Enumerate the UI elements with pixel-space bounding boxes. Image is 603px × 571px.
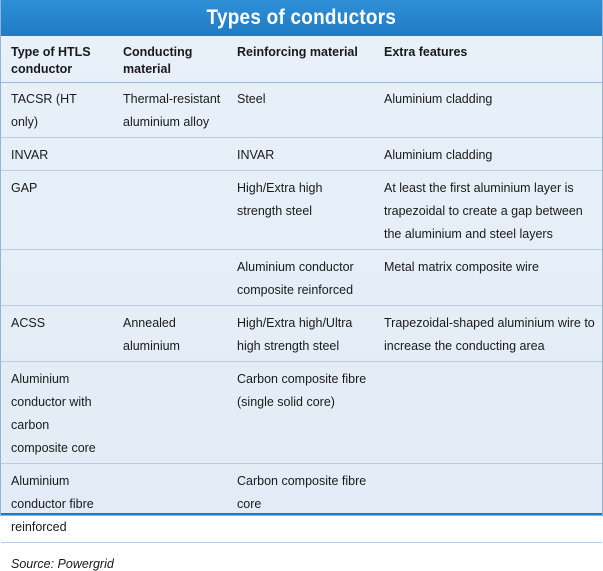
conductor-types-table	[1, 36, 602, 543]
table-row	[1, 171, 602, 250]
table-row	[1, 362, 602, 464]
header-reinforcing-material: Reinforcing material	[227, 36, 374, 83]
cell-type: GAP	[1, 171, 113, 250]
table-row	[1, 306, 602, 362]
cell-reinforcing: High/Extra high strength steel	[227, 171, 374, 250]
header-extra-features: Extra features	[374, 36, 602, 83]
table-row	[1, 250, 602, 306]
title-bar	[1, 0, 602, 36]
cell-features: Aluminium cladding	[374, 83, 602, 138]
cell-conducting	[113, 464, 227, 543]
cell-features: Aluminium cladding	[374, 138, 602, 171]
cell-conducting: Annealed aluminium	[113, 306, 227, 362]
header-row	[1, 36, 602, 83]
cell-reinforcing: Aluminium conductor composite reinforced	[227, 250, 374, 306]
cell-features	[374, 464, 602, 543]
header-type: Type of HTLS conductor	[1, 36, 113, 83]
cell-reinforcing: Carbon composite fibre (single solid core)	[227, 362, 374, 464]
cell-conducting	[113, 362, 227, 464]
cell-type: ACSS	[1, 306, 113, 362]
cell-features	[374, 362, 602, 464]
cell-type: TACSR (HT only)	[1, 83, 113, 138]
cell-type: Aluminium conductor fibre reinforced	[1, 464, 113, 543]
cell-type: Aluminium conductor with carbon composite core	[1, 362, 113, 464]
cell-type	[1, 250, 113, 306]
bottom-rule	[1, 513, 602, 515]
cell-features: At least the first aluminium layer is trapezoidal to create a gap between the aluminium and steel layers	[374, 171, 602, 250]
cell-conducting	[113, 138, 227, 171]
cell-type: INVAR	[1, 138, 113, 171]
cell-reinforcing: Steel	[227, 83, 374, 138]
cell-conducting	[113, 250, 227, 306]
cell-reinforcing: INVAR	[227, 138, 374, 171]
table-title: Types of conductors	[206, 6, 397, 29]
cell-reinforcing: Carbon composite fibre core	[227, 464, 374, 543]
source-note: Source: Powergrid	[11, 557, 114, 571]
table-row	[1, 464, 602, 543]
table-row	[1, 83, 602, 138]
cell-features: Trapezoidal-shaped aluminium wire to increase the conducting area	[374, 306, 602, 362]
cell-conducting	[113, 171, 227, 250]
header-conducting-material: Conducting material	[113, 36, 227, 83]
cell-features: Metal matrix composite wire	[374, 250, 602, 306]
cell-reinforcing: High/Extra high/Ultra high strength steel	[227, 306, 374, 362]
cell-conducting: Thermal-resistant aluminium alloy	[113, 83, 227, 138]
table-row	[1, 138, 602, 171]
